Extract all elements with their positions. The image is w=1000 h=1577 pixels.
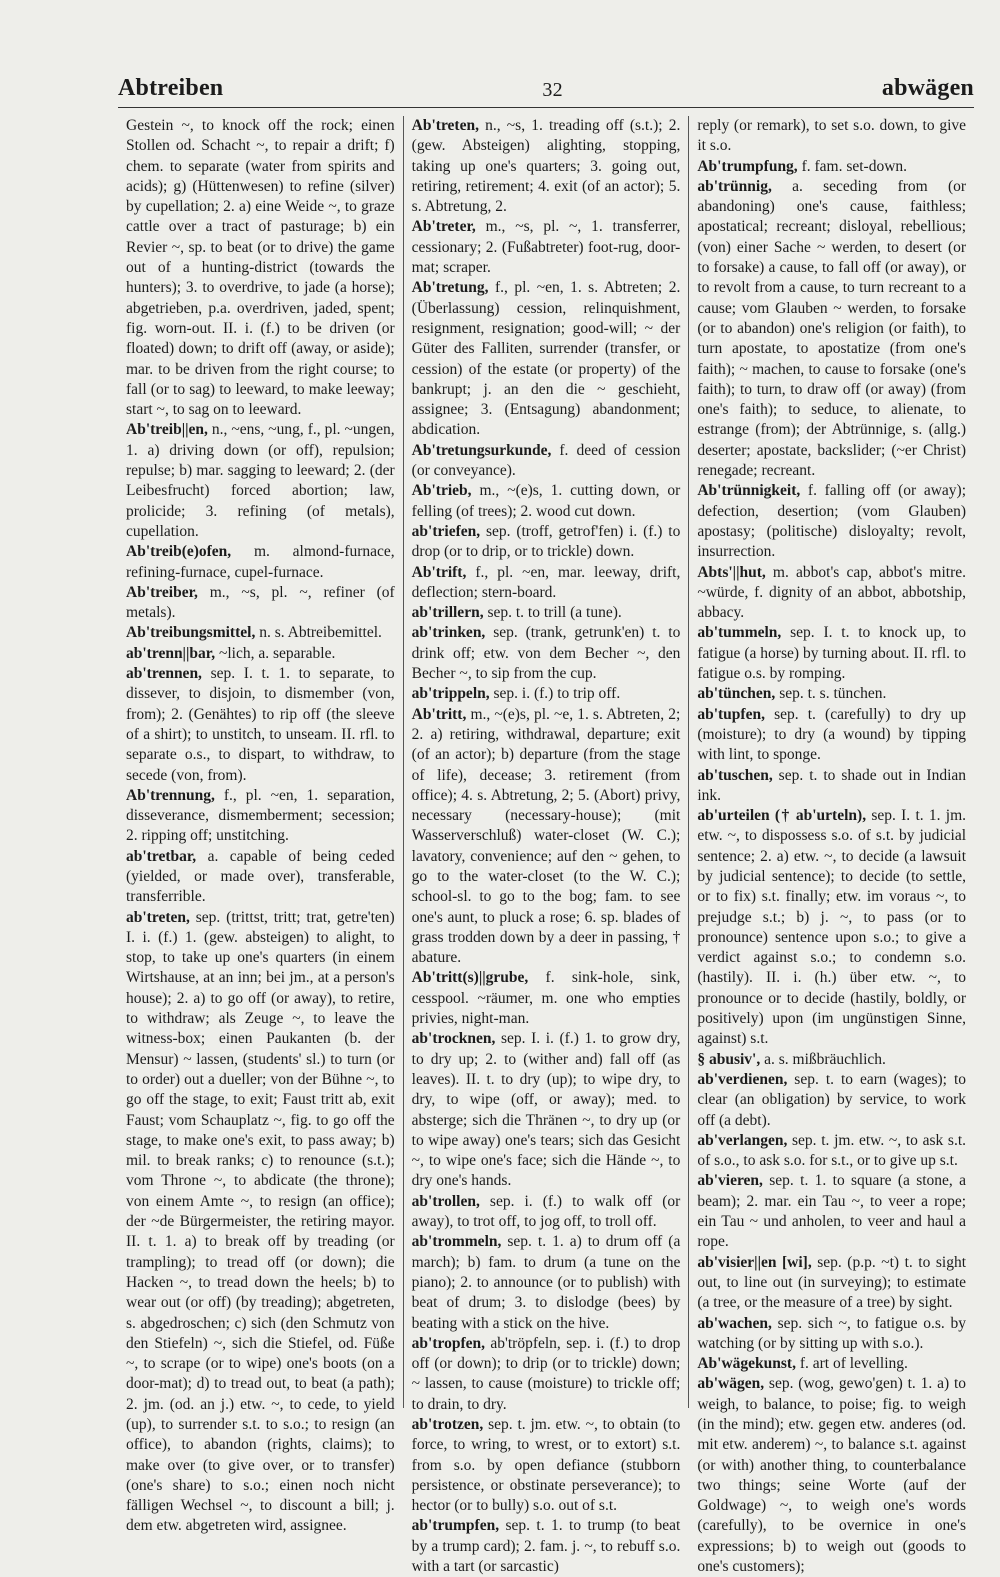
dictionary-entry: ab'urteilen († ab'urteln), sep. I. t. 1. jm. etw. ~, to dispossess s.o. of s.t. by judicial sentence; 2. a) etw. ~, to decide (a lawsuit by judicial sentence); to decide (to settle, or to fix) s.t. finally; etw. im voraus ~, to prejudge s.t.; b) j. ~, to pass (or to pronounce) sentence upon s.o.; to give a verdict against s.o.; to condemn s.o. (hastily). II. i. (h.) über etw. ~, to pronounce or to decide (hastily, boldly, or positively) upon (im ungünstigen Sinne, against) s.t. — [697, 807, 967, 1048]
dictionary-entry: Ab'treib(e)ofen, m. almond-furnace, refining-furnace, cupel-furnace. — [126, 543, 395, 581]
header-rule — [118, 107, 974, 108]
dictionary-entry: ab'verdienen, sep. t. to earn (wages); to clear (an obligation) by service, to work off (a debt). — [697, 1070, 967, 1129]
dictionary-entry: Ab'treibungsmittel, n. s. Abtreibemittel. — [126, 624, 382, 642]
dictionary-entry: ab'trinken, sep. (trank, getrunk'en) t. to drink off; etw. von dem Becher ~, den Becher ~, to sip from the cup. — [411, 624, 681, 683]
dictionary-entry: Ab'treten, n., ~s, 1. treading off (s.t.); 2. (gew. Absteigen) alighting, stopping, taking up one's quarters; 3. going out, retiring, retirement; 4. exit (of an actor); 5. s. Abtretung, 2. — [411, 117, 681, 216]
header-last-word: abwägen — [881, 75, 974, 101]
dictionary-entry: ab'vieren, sep. t. 1. to square (a stone, a beam); 2. mar. ein Tau ~, to veer a rope; ein Tau ~ und anholen, to veer and haul a rope. — [697, 1172, 967, 1251]
dictionary-entry: Ab'trumpfung, f. fam. set-down. — [697, 157, 908, 175]
dictionary-entry: Ab'trift, f., pl. ~en, mar. leeway, drift, deflection; stern-board. — [411, 563, 681, 601]
dictionary-entry: Ab'trieb, m., ~(e)s, 1. cutting down, or felling (of trees); 2. wood cut down. — [411, 482, 681, 520]
dictionary-entry: ab'tummeln, sep. I. t. to knock up, to fatigue (a horse) by turning about. II. rfl. to fatigue o.s. by romping. — [697, 624, 967, 683]
dictionary-entry: ab'trocknen, sep. I. i. (f.) 1. to grow dry, to dry up; 2. to (wither and) fall off (as leaves). II. t. to dry (up); to wipe dry, to dry, to wipe (off, or away); med. to absterge; sich die Thränen ~, to dry up (or to wipe away) one's tears; sich das Gesicht ~, to wipe one's face; sich die Hände ~, to dry one's hands. — [411, 1030, 681, 1190]
dictionary-entry: ab'trollen, sep. i. (f.) to walk off (or away), to trot off, to jog off, to troll off. — [411, 1192, 681, 1231]
dictionary-entry: ab'tretbar, a. capable of being ceded (yielded, or made over), transferable, transferrible. — [126, 847, 395, 906]
dictionary-entry: Abts'||hut, m. abbot's cap, abbot's mitre. ~würde, f. dignity of an abbot, abbotship, abbacy. — [697, 563, 967, 622]
dictionary-entry: Ab'tretung, f., pl. ~en, 1. s. Abtreten; 2. (Überlassung) cession, relinquishment, resignment, resignation; good-will; ~ der Güter des Falliten, surrender (transfer, or cession) of the estate (or property) of the bankrupt; j. an den die ~ geschieht, assignee; 3. (Entsagung) abandonment; abdication. — [411, 279, 681, 439]
dictionary-entry: ab'tropfen, ab'tröpfeln, sep. i. (f.) to drop off (or down); to drip (or to trickle) down; ~ lassen, to cause (moisture) to trickle off; to drain, to dry. — [411, 1334, 681, 1413]
dictionary-entry: ab'trippeln, sep. i. (f.) to trip off. — [411, 685, 621, 703]
dictionary-entry: § abusiv', a. s. mißbräuchlich. — [697, 1050, 886, 1068]
dictionary-entry: Ab'tretungsurkunde, f. deed of cession (or conveyance). — [411, 441, 681, 480]
dictionary-entry: Ab'tritt(s)||grube, f. sink-hole, sink, cesspool. ~räumer, m. one who empties privies, night-man. — [411, 969, 681, 1028]
dictionary-columns — [118, 116, 974, 1576]
dictionary-entry: ab'trünnig, a. seceding from (or abandoning) one's cause, faithless; apostatical; recreant; disloyal, rebellious; (von) einer Sache ~ werden, to desert (or to forsake) a cause, to fall off (or away), or to revolt from a cause, to turn recreant to a cause; vom Glauben ~ werden, to forsake (or to abandon) one's religion (or faith), to turn apostate, to apostatize (from one's faith); ~ machen, to cause to forsake (one's faith); to turn, to draw off (or away) (from one's faith); to seduce, to alienate, to estrange (from); der Abtrünnige, s. (allg.) deserter; apostate, backslider; (~er Christ) renegade; recreant. — [697, 177, 967, 480]
dictionary-entry: ab'triefen, sep. (troff, getrof'fen) i. (f.) to drop (or to drip, or to trickle) down. — [411, 522, 681, 561]
dictionary-entry: ab'visier||en [wi], sep. (p.p. ~t) t. to sight out, to line out (in surveying); to estimate (a tree, or the measure of a tree) by sight. — [697, 1253, 967, 1312]
dictionary-entry: ab'treten, sep. (trittst, tritt; trat, getre'ten) I. i. (f.) 1. (gew. absteigen) to alight, to stop, to take up one's quarters (in einem Wirtshause, at an inn; bei jm., at a person's house); 2. a) to go off (or away), to retire, to withdraw; als Zeuge ~, to leave the witness-box; einen Paukanten (b. der Mensur) ~ lassen, (students' sl.) to turn (or to order) out a dueller; von der Bühne ~, to go off the stage, to exit; Faust tritt ab, exit Faust; vom Schauplatz ~, fig. to go off the stage, to make one's exit, to pass away; b) mil. to break ranks; c) to renounce (s.t.); vom Throne ~, to abdicate (the throne); von einem Amte ~, to resign (an office); der ~de Bürgermeister, the retiring mayor. II. t. 1. a) to break off by treading (or trampling); to tread off (or down); die Hacken ~, to tread down the heels; b) to wear out (or off) (by treading); abgetreten, s. abgedroschen; c) sich (den Schmutz von den Stiefeln) ~, sich die Stiefel, od. Füße ~, to scrape (or to wipe) one's boots (on a door-mat); d) to tread out, to beat (a path); 2. jm. (od. an j.) etw. ~, to cede, to yield (up), to surrender s.t. to s.o.; to resign (an office), to abandon (rights, claims); to make over (to give over, or to transfer) (one's share) to s.o.; einen noch nicht fälligen Wechsel ~, to discount a bill; j. dem etw. abgetreten wird, assignee. — [126, 908, 395, 1535]
dictionary-entry: ab'tuschen, sep. t. to shade out in Indian ink. — [697, 766, 967, 804]
dictionary-entry: ab'tupfen, sep. t. (carefully) to dry up (moisture); to dry (a wound) by tipping with lint, to sponge. — [697, 705, 967, 764]
dictionary-entry: ab'wachen, sep. sich ~, to fatigue o.s. by watching (or by sitting up with s.o.). — [697, 1314, 967, 1352]
dictionary-entry: ab'trotzen, sep. t. jm. etw. ~, to obtain (to force, to wring, to wrest, or to extort) s.t. from s.o. by open defiance (stubborn persistence, or obstinate perseverance); to hector (or to bully) s.o. out of s.t. — [411, 1416, 681, 1515]
dictionary-entry: Ab'trennung, f., pl. ~en, 1. separation, disseverance, dismemberment; secession; 2. ripping off; unstitching. — [126, 786, 395, 845]
dictionary-entry: ab'trenn||bar, ~lich, a. separable. — [126, 644, 336, 662]
page-header — [118, 70, 974, 102]
dictionary-entry: Ab'tritt, m., ~(e)s, pl. ~e, 1. s. Abtreten, 2; 2. a) retiring, withdrawal, departure; exit (of an actor); b) departure (from the stage of life), decease; 3. retirement (from office); 4. s. Abtretung, 2; 5. (Abort) privy, necessary (necessary-house); (mit Wasserverschluß) water-closet (W. C.); lavatory, convenience; auf den ~ gehen, to go to the water-closet (to the W. C.); school-sl. to go to the bog; fam. to see one's aunt, to pluck a rose; 6. sp. blades of grass trodden down by a deer in passing, † abature. — [411, 705, 681, 967]
header-first-word: Abtreiben — [118, 75, 224, 101]
dictionary-entry: Ab'treter, m., ~s, pl. ~, 1. transferrer, cessionary; 2. (Fußabtreter) foot-rug, door-mat; scraper. — [411, 218, 681, 277]
column-left — [118, 116, 403, 1535]
dictionary-entry: Ab'treiber, m., ~s, pl. ~, refiner (of metals). — [126, 583, 395, 622]
column-right — [688, 116, 974, 1576]
dictionary-entry: Ab'trünnigkeit, f. falling off (or away); defection, desertion; (vom Glauben) apostasy; (politische) disloyalty; revolt, insurrection. — [697, 482, 967, 561]
dictionary-entry: reply (or remark), to set s.o. down, to give it s.o. — [697, 117, 967, 155]
dictionary-entry: Gestein ~, to knock off the rock; einen Stollen od. Schacht ~, to repair a drift; f) chem. to separate (water from spirits and acids); g) (Hüttenwesen) to refine (silver) by cupellation; 2. a) eine Weide ~, to graze cattle over a tract of pasturage; b) ein Revier ~, sp. to beat (or to drive) the game out of a hunting-district (towards the hunters); 3. to overdrive, to jade (a horse); abgetrieben, p.a. overdriven, jaded, spent; fig. worn-out. II. i. (f.) to be driven (or floated) down; to drift off (away, or aside); mar. to be driven from the right course; to fall (or to sag) to leeward, to make leeway; start ~, to sag on to leeward. — [126, 117, 395, 419]
dictionary-entry: ab'verlangen, sep. t. jm. etw. ~, to ask s.t. of s.o., to ask s.o. for s.t., or to give up s.t. — [697, 1131, 967, 1170]
column-middle — [403, 116, 689, 1576]
dictionary-entry: ab'trillern, sep. t. to trill (a tune). — [411, 604, 622, 622]
dictionary-entry: ab'trommeln, sep. t. 1. a) to drum off (a march); b) fam. to drum (a tune on the piano); 2. to announce (or to publish) with beat of drum; 3. to dislodge (bees) by beating with a stick on the hive. — [411, 1233, 681, 1332]
dictionary-entry: ab'wägen, sep. (wog, gewo'gen) t. 1. a) to weigh, to balance, to poise; fig. to weigh (in the mind); etw. gegen etw. anderes (od. mit etw. anderem) ~, to balance s.t. against (or with) another thing, to counterbalance two things; seine Worte (auf der Goldwage) ~, to weigh one's words (carefully), to be overnice in one's expressions; b) to weigh out (goods to one's customers); — [697, 1375, 967, 1576]
dictionary-entry: ab'trumpfen, sep. t. 1. to trump (to beat by a trump card); 2. fam. j. ~, to rebuff s.o. with a tart (or sarcastic) — [411, 1517, 681, 1576]
page-number: 32 — [542, 79, 563, 101]
dictionary-entry: ab'tünchen, sep. t. s. tünchen. — [697, 685, 887, 703]
dictionary-entry: Ab'wägekunst, f. art of levelling. — [697, 1355, 908, 1373]
dictionary-entry: Ab'treib||en, n., ~ens, ~ung, f., pl. ~ungen, 1. a) driving down (or off), repulsion; repulse; b) mar. sagging to leeward; 2. (der Leibesfrucht) forced abortion; law, prolicide; 3. refining (of metals), cupellation. — [126, 421, 395, 540]
dictionary-entry: ab'trennen, sep. I. t. 1. to separate, to dissever, to disjoin, to dismember (von, from); 2. (Genähtes) to rip off (the sleeve of a shirt); to unstitch, to unseam. II. rfl. to separate o.s., to dispart, to withdraw, to secede (von, from). — [126, 665, 395, 784]
